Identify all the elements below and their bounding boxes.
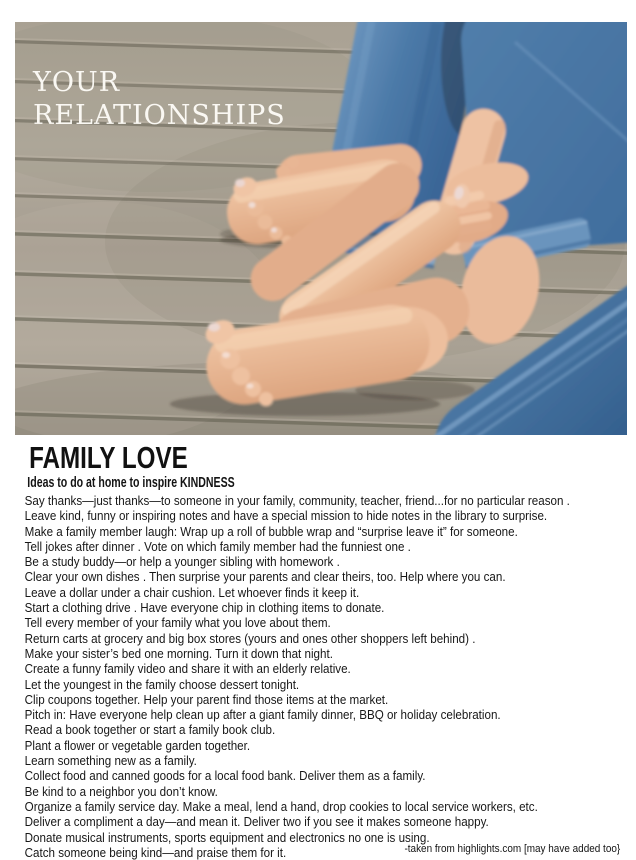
idea-line: Donate musical instruments, sports equipment and electronics no one is using. <box>24 829 430 845</box>
idea-line: Leave kind, funny or inspiring notes and have a special mission to hide notes in the library to surprise. <box>24 508 548 524</box>
idea-line: Let the youngest in the family choose dessert tonight. <box>24 676 300 692</box>
photo-title-line2: RELATIONSHIPS <box>33 100 286 131</box>
idea-line: Organize a family service day. Make a meal, lend a hand, drop cookies to local service workers, etc. <box>24 798 538 814</box>
idea-line: Make a family member laugh: Wrap up a roll of bubble wrap and “surprise leave it” for someone. <box>24 523 518 539</box>
article <box>0 435 636 859</box>
idea-line: Learn something new as a family. <box>24 753 197 769</box>
photo-title-line1: YOUR <box>33 67 121 98</box>
idea-line: Tell jokes after dinner . Vote on which family member had the funniest one . <box>24 538 411 554</box>
idea-line: Start a clothing drive . Have everyone chip in clothing items to donate. <box>24 600 385 616</box>
article-title: FAMILY LOVE <box>29 440 188 475</box>
idea-line: Collect food and canned goods for a local food bank. Deliver them as a family. <box>24 768 426 784</box>
idea-line: Clear your own dishes . Then surprise your parents and clear theirs, too. Help where you can. <box>24 569 506 585</box>
idea-line: Create a funny family video and share it with an elderly relative. <box>24 661 351 677</box>
idea-line: Deliver a compliment a day—and mean it. Deliver two if you see it makes someone happy. <box>24 814 489 830</box>
idea-line: Leave a dollar under a chair cushion. Let whoever finds it keep it. <box>24 584 360 600</box>
ideas-list <box>25 493 636 860</box>
idea-line: Make your sister’s bed one morning. Turn it down that night. <box>24 645 333 661</box>
idea-line: Say thanks—just thanks—to someone in your family, community, teacher, friend...for no particular reason . <box>24 493 570 508</box>
photo-title <box>33 66 286 132</box>
idea-line: Plant a flower or vegetable garden together. <box>24 737 251 753</box>
header-photo <box>15 22 627 435</box>
article-subtitle: Ideas to do at home to inspire KINDNESS <box>27 474 235 491</box>
idea-line: Return carts at grocery and big box stores (yours and ones other shoppers left behind) . <box>24 630 476 646</box>
idea-line: Be kind to a neighbor you don’t know. <box>24 783 218 799</box>
attribution: -taken from highlights.com [may have added too} <box>404 843 621 855</box>
idea-line: Clip coupons together. Help your parent find those items at the market. <box>24 691 389 707</box>
idea-line: Tell every member of your family what you love about them. <box>24 615 331 631</box>
idea-line: Catch someone being kind—and praise them for it. <box>24 844 287 860</box>
idea-line: Read a book together or start a family book club. <box>24 722 276 738</box>
idea-line: Be a study buddy—or help a younger sibling with homework . <box>24 554 340 570</box>
idea-line: Pitch in: Have everyone help clean up after a giant family dinner, BBQ or holiday celebration. <box>24 707 501 723</box>
